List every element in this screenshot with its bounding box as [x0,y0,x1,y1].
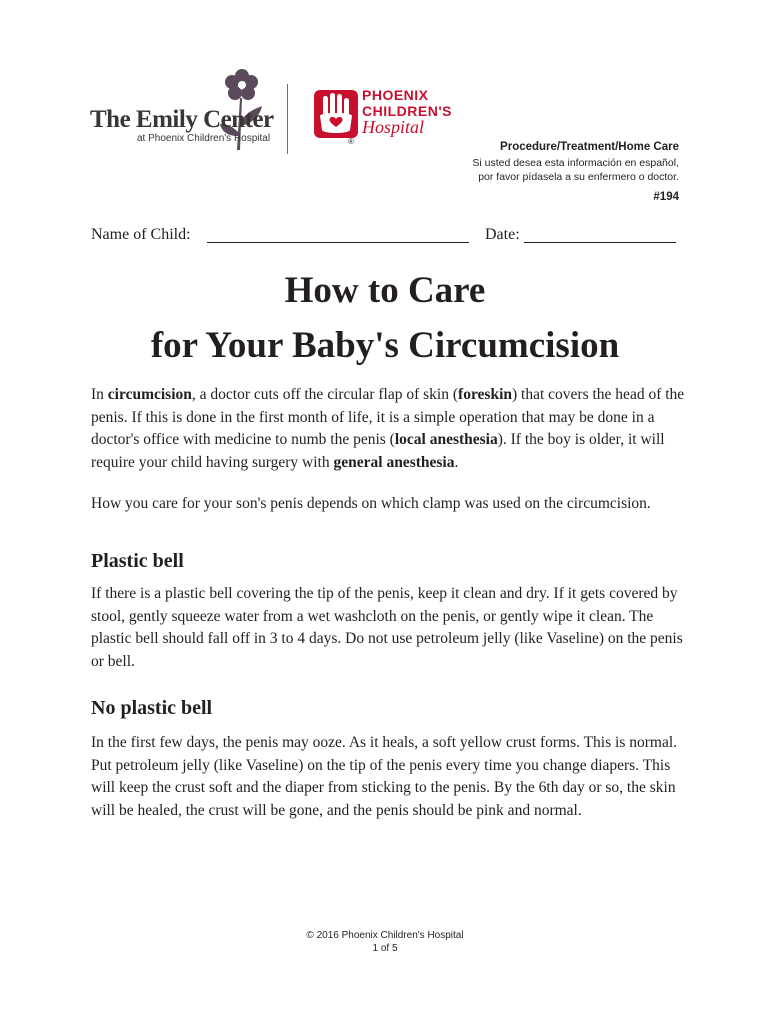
emily-center-subtitle: at Phoenix Children's Hospital [137,133,271,144]
page-title-line2: for Your Baby's Circumcision [150,325,620,366]
text-run: . [454,453,459,471]
child-name-field[interactable] [207,242,469,243]
bold-term: general anesthesia [333,453,455,471]
text-run: ). If the boy is older, it will require your child having surgery with [91,431,665,471]
phoenix-logo-line3: Hospital [362,117,425,137]
plastic-bell-heading: Plastic bell [91,550,184,572]
plastic-bell-paragraph: If there is a plastic bell covering the tip of the penis, keep it clean and dry. If it gets covered by stool, gently squeeze water from a wet washcloth on the penis, or gently wipe it clean. The plastic bell should fall off in 3 to 4 days. Do not use petroleum jelly (like Vaseline) on the penis or bell. [91,585,683,670]
copyright-text: © 2016 Phoenix Children's Hospital [306,930,464,941]
intro-paragraph [91,384,691,474]
bold-term: local anesthesia [394,431,498,448]
phoenix-logo-line1: PHOENIX [362,87,429,103]
text-run: , a doctor cuts off the circular flap of skin ( [191,386,459,403]
phoenix-logo-line2: CHILDREN'S [362,103,452,119]
registered-mark: ® [348,137,354,146]
spanish-notice-line2: por favor pídasela a su enfermero o doctor. [478,171,679,183]
no-plastic-bell-paragraph: In the first few days, the penis may ooze. As it heals, a soft yellow crust forms. This is normal. Put petroleum jelly (like Vaseline) on the tip of the penis every time you change diapers. This will keep the crust soft and the diaper from sticking to the penis. By the 6th day or so, the skin will be healed, the crust will be gone, and the penis should be pink and normal. [91,734,678,819]
text-run: In [91,386,108,403]
child-name-label: Name of Child: [91,226,191,243]
hand-heart-icon [314,90,358,138]
bold-term: foreskin [458,386,513,403]
date-label: Date: [485,226,520,243]
page-title-line1: How to Care [284,270,486,311]
no-plastic-bell-heading: No plastic bell [91,697,213,719]
procedure-category: Procedure/Treatment/Home Care [500,141,679,153]
text-run: ) that covers the head of the penis. If this is done in the first month of life, it is a simple operation that may be done in a doctor's office with medicine to numb the penis ( [91,386,685,448]
date-field[interactable] [524,242,676,243]
emily-center-title: The Emily Center [90,106,274,133]
bold-term: circumcision [107,386,192,403]
logo-divider [287,84,288,154]
document-number: #194 [653,191,679,203]
spanish-notice-line1: Si usted desea esta información en español, [472,157,679,169]
clamp-paragraph: How you care for your son's penis depends on which clamp was used on the circumcision. [91,495,651,512]
page-number: 1 of 5 [372,943,398,954]
